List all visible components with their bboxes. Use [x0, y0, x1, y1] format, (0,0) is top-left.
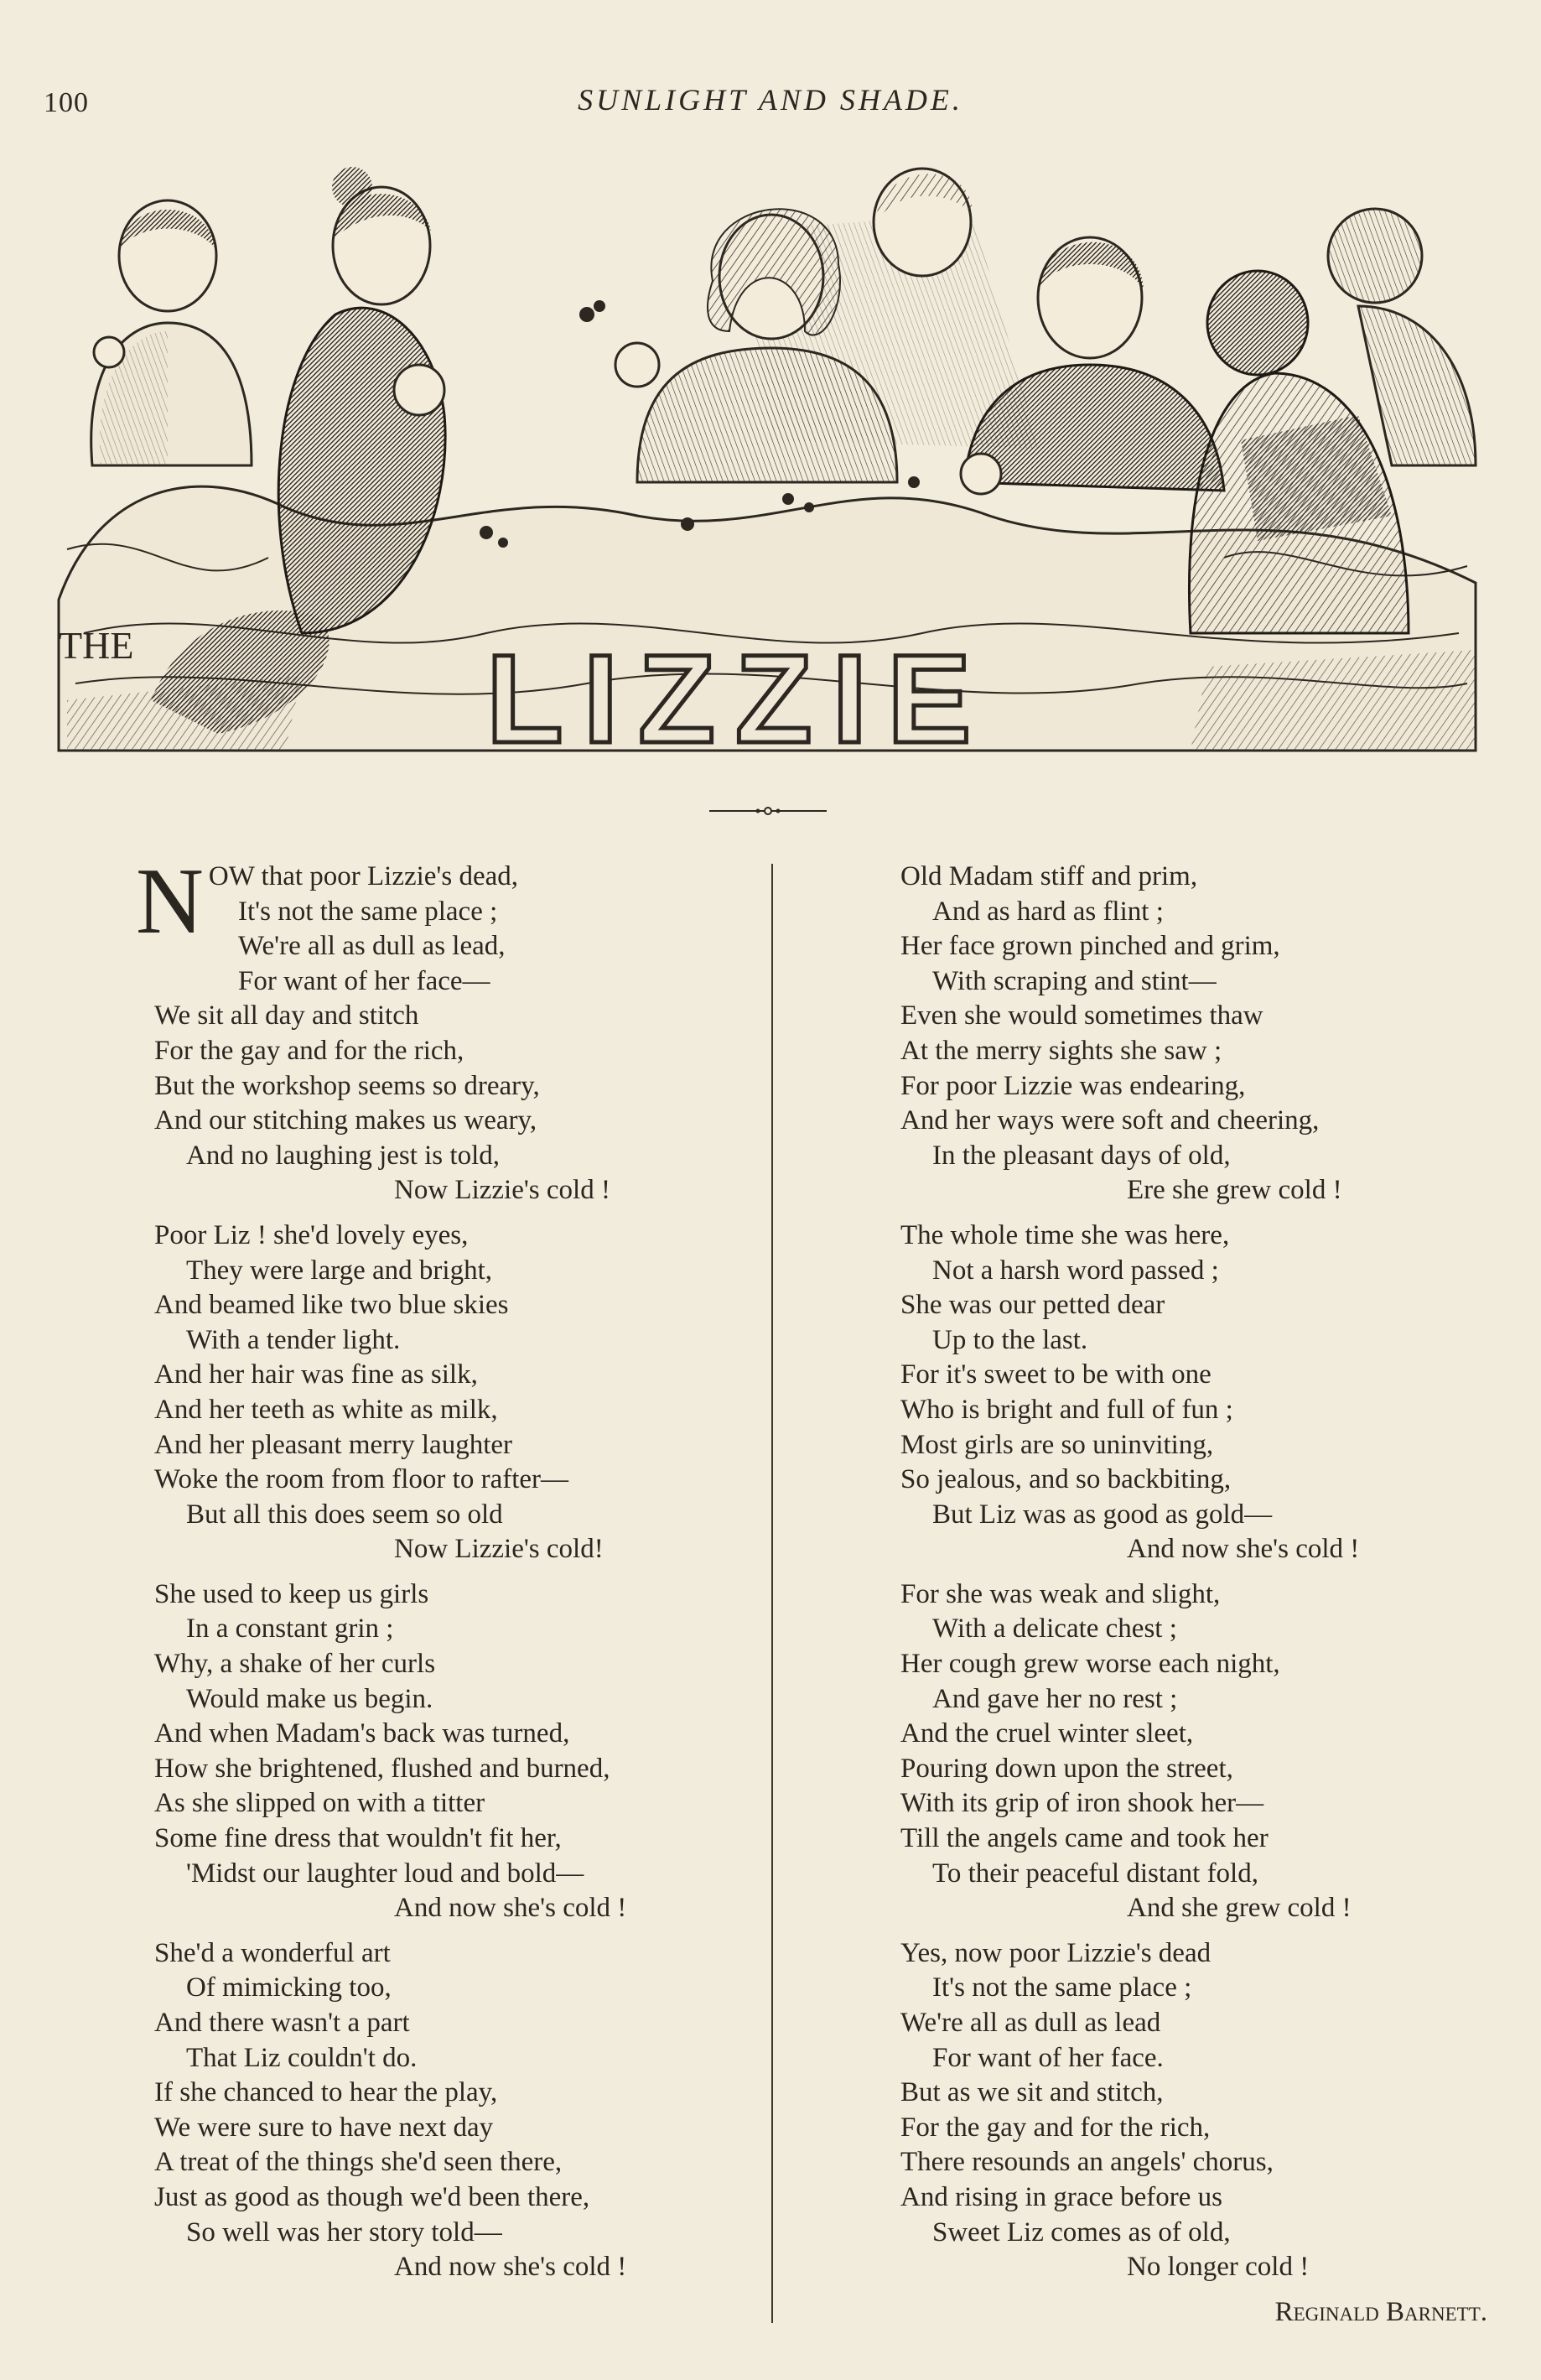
poem-line-text: We sit all day and stitch — [154, 1000, 419, 1032]
drop-cap: N — [136, 850, 204, 954]
poem-line-text: Her cough grew worse each night, — [900, 1649, 1280, 1680]
poem-line-text: And when Madam's back was turned, — [154, 1718, 570, 1749]
page-number: 100 — [44, 87, 89, 118]
poem-line-text: For the gay and for the rich, — [900, 2112, 1211, 2143]
poem-line — [900, 2111, 1487, 2146]
poem-line — [900, 964, 1487, 1000]
poem-line-text: For it's sweet to be with one — [900, 1359, 1212, 1390]
poem-line — [900, 2250, 1487, 2285]
poem-line-text: Yes, now poor Lizzie's dead — [900, 1937, 1212, 1968]
poem-line — [154, 1358, 741, 1393]
poem-line — [154, 2111, 741, 2146]
poem-line-text: Of mimicking too, — [186, 1972, 392, 2003]
poem-line-text: At the merry sights she saw ; — [900, 1035, 1222, 1066]
poem-line-text: But all this does seem so old — [186, 1499, 503, 1530]
running-title: SUNLIGHT AND SHADE. — [578, 83, 963, 117]
poem-line-text: And now she's cold ! — [1127, 1534, 1360, 1565]
poem-line-text: But Liz was as good as gold— — [932, 1499, 1273, 1530]
poem-line-text: With scraping and stint— — [932, 965, 1217, 996]
poem-line — [154, 1717, 741, 1752]
poem-line — [154, 2180, 741, 2216]
engraved-illustration — [50, 164, 1492, 776]
poem-line — [900, 1891, 1487, 1926]
poem-line — [154, 2006, 741, 2041]
poem-line-text: Ere she grew cold ! — [1127, 1175, 1342, 1206]
poem-line — [154, 1612, 741, 1647]
poem-line — [154, 1821, 741, 1857]
poem-line-text: It's not the same place ; — [238, 896, 498, 927]
poem-line-text: For want of her face— — [238, 965, 490, 996]
poem-line-text: Up to the last. — [932, 1324, 1088, 1355]
poem-line-text: And gave her no rest ; — [932, 1683, 1178, 1714]
poem-line-text: In the pleasant days of old, — [932, 1140, 1231, 1171]
poem-line — [900, 1069, 1487, 1104]
poem-line-text: And no laughing jest is told, — [186, 1140, 500, 1171]
poem-line-text: Why, a shake of her curls — [154, 1649, 436, 1680]
poem-line — [154, 1577, 741, 1613]
poem-line-text: Pouring down upon the street, — [900, 1753, 1233, 1784]
poem-line-text: For she was weak and slight, — [900, 1578, 1221, 1609]
poem-line — [900, 2216, 1487, 2251]
poem-line-text: And rising in grace before us — [900, 2181, 1222, 2212]
poem-line — [154, 2145, 741, 2180]
poem-line — [900, 1358, 1487, 1393]
poem-line-text: And now she's cold ! — [394, 1893, 627, 1924]
figure-1 — [91, 200, 252, 465]
poem-line-text: Woke the room from floor to rafter— — [154, 1464, 569, 1495]
poem-line — [154, 1034, 741, 1069]
poem-left-column — [136, 850, 741, 2295]
poem-line-text: She was our petted dear — [900, 1290, 1165, 1321]
poem-line — [900, 1857, 1487, 1892]
poem-line — [154, 1682, 741, 1717]
poem-line — [900, 1428, 1487, 1463]
poem-line — [900, 1219, 1487, 1254]
poem-line — [154, 1463, 741, 1498]
stanza — [900, 1936, 1487, 2285]
poem-line — [154, 2076, 741, 2111]
poem-line-text: Just as good as though we'd been there, — [154, 2181, 590, 2212]
poem-line — [154, 1254, 741, 1289]
poem-line-text: Sweet Liz comes as of old, — [932, 2216, 1231, 2247]
poem-line — [900, 1498, 1487, 1533]
poem-line — [154, 1173, 741, 1208]
poem-line — [154, 964, 741, 1000]
poem-line — [154, 1786, 741, 1821]
poem-line-text: So jealous, and so backbiting, — [900, 1464, 1232, 1495]
poem-line-text: We're all as dull as lead, — [238, 931, 506, 962]
poem-line-text: For poor Lizzie was endearing, — [900, 1070, 1246, 1101]
poem-line — [154, 1288, 741, 1323]
poem-line-text: She used to keep us girls — [154, 1578, 429, 1609]
poem-line-text: In a constant grin ; — [186, 1614, 394, 1645]
ornament-divider — [709, 805, 827, 817]
poem-line — [900, 1936, 1487, 1972]
poem-line-text: The whole time she was here, — [900, 1219, 1230, 1250]
poem-line-text: And there wasn't a part — [154, 2008, 410, 2038]
stanza — [900, 1577, 1487, 1926]
poem-line — [154, 895, 741, 930]
stanza — [900, 860, 1487, 1208]
stanza — [136, 850, 741, 1208]
poem-line — [900, 1034, 1487, 1069]
poem-line-text: That Liz couldn't do. — [186, 2042, 418, 2073]
poem-line — [900, 1393, 1487, 1428]
poem-line — [154, 1323, 741, 1359]
poem-line-text: If she chanced to hear the play, — [154, 2077, 498, 2108]
poem-line — [154, 1069, 741, 1104]
poem-line — [154, 1498, 741, 1533]
poem-line-text: 'Midst our laughter loud and bold— — [186, 1858, 584, 1889]
poem-line-text: Not a harsh word passed ; — [932, 1255, 1219, 1286]
poem-line — [900, 860, 1487, 895]
poem-line — [900, 1647, 1487, 1682]
poem-line-text: We're all as dull as lead — [900, 2008, 1161, 2038]
poem-line — [900, 1752, 1487, 1787]
poem-line-text: But the workshop seems so dreary, — [154, 1070, 540, 1101]
poem-line — [154, 1971, 741, 2006]
figure-4 — [874, 169, 973, 276]
poem-line-text: And her ways were soft and cheering, — [900, 1105, 1320, 1136]
stanza — [900, 1219, 1487, 1567]
poem-line-text: Poor Liz ! she'd lovely eyes, — [154, 1219, 469, 1250]
poem-line — [154, 1647, 741, 1682]
poem-line-text: And our stitching makes us weary, — [154, 1105, 537, 1136]
poem-line — [900, 1971, 1487, 2006]
poem-line-text: There resounds an angels' chorus, — [900, 2147, 1274, 2178]
poem-line-text: And her hair was fine as silk, — [154, 1359, 478, 1390]
poem-line — [154, 1936, 741, 1972]
illustration-corner-letters: THE — [59, 624, 134, 667]
poem-line-text: So well was her story told— — [186, 2216, 502, 2247]
poem-line — [154, 2250, 741, 2285]
poem-line-text: And her pleasant merry laughter — [154, 1429, 513, 1460]
poem-line — [900, 2076, 1487, 2111]
poem-line — [900, 1323, 1487, 1359]
poem-line — [900, 929, 1487, 964]
poem-line-text: To their peaceful distant fold, — [932, 1858, 1258, 1889]
poem-line-text: But as we sit and stitch, — [900, 2077, 1164, 2108]
poem-line — [154, 1891, 741, 1926]
poem-line-text: Now Lizzie's cold ! — [394, 1175, 610, 1206]
poem-line-text: Who is bright and full of fun ; — [900, 1394, 1233, 1425]
poem-line-text: With a delicate chest ; — [932, 1614, 1177, 1645]
poem-line — [900, 1463, 1487, 1498]
poem-line — [900, 1139, 1487, 1174]
author-signature: Reginald Barnett. — [1274, 2296, 1487, 2327]
poem-line — [900, 2006, 1487, 2041]
poem-line-text: And beamed like two blue skies — [154, 1290, 509, 1321]
poem-line-text: Now Lizzie's cold! — [394, 1534, 604, 1565]
poem-line-text: And now she's cold ! — [394, 2252, 627, 2283]
poem-line — [900, 1682, 1487, 1717]
poem-line-text: Would make us begin. — [186, 1683, 433, 1714]
poem-line — [900, 2145, 1487, 2180]
poem-line-text: No longer cold ! — [1127, 2252, 1310, 2283]
poem-line-text: With its grip of iron shook her— — [900, 1788, 1264, 1819]
stanza — [154, 1577, 741, 1926]
poem-line — [900, 1821, 1487, 1857]
poem-line-text: Her face grown pinched and grim, — [900, 931, 1280, 962]
stanza — [154, 1219, 741, 1567]
poem-line-text: And she grew cold ! — [1127, 1893, 1352, 1924]
poem-line — [154, 1752, 741, 1787]
column-rule — [771, 864, 773, 2323]
poem-line — [154, 1857, 741, 1892]
poem-line — [154, 1428, 741, 1463]
poem-line — [154, 1532, 741, 1567]
poem-line-text: For want of her face. — [932, 2042, 1164, 2073]
poem-line — [154, 1393, 741, 1428]
poem-line — [900, 1577, 1487, 1613]
poem-line — [900, 1288, 1487, 1323]
poem-line-text: How she brightened, flushed and burned, — [154, 1753, 610, 1784]
poem-line-text: Even she would sometimes thaw — [900, 1000, 1263, 1032]
poem-line-text: For the gay and for the rich, — [154, 1035, 464, 1066]
illustration-title: LIZZIE — [486, 628, 992, 769]
poem-line-text: Some fine dress that wouldn't fit her, — [154, 1823, 562, 1854]
poem-line-text: They were large and bright, — [186, 1255, 492, 1286]
poem-line-text: And as hard as flint ; — [932, 896, 1164, 927]
poem-line-text: It's not the same place ; — [932, 1972, 1192, 2003]
poem-right-column — [900, 860, 1487, 2330]
poem-line — [154, 2216, 741, 2251]
poem-line — [900, 1532, 1487, 1567]
poem-line — [900, 1104, 1487, 1139]
poem-line — [900, 1254, 1487, 1289]
poem-line-text: We were sure to have next day — [154, 2112, 494, 2143]
poem-line-text: Till the angels came and took her — [900, 1823, 1269, 1854]
poem-line — [154, 929, 741, 964]
poem-line-text: She'd a wonderful art — [154, 1937, 391, 1968]
poem-line — [154, 2041, 741, 2076]
poem-line-text: Most girls are so uninviting, — [900, 1429, 1214, 1460]
poem-line — [900, 1173, 1487, 1208]
poem-line — [900, 1612, 1487, 1647]
poem-line-text: And the cruel winter sleet, — [900, 1718, 1194, 1749]
poem-line — [900, 2041, 1487, 2076]
poem-line-text: OW that poor Lizzie's dead, — [208, 861, 519, 891]
poem-line — [900, 999, 1487, 1034]
poem-line — [154, 999, 741, 1034]
poem-line — [154, 1104, 741, 1139]
poem-line — [154, 1139, 741, 1174]
poem-line — [900, 2180, 1487, 2216]
poem-line — [900, 895, 1487, 930]
poem-line-text: A treat of the things she'd seen there, — [154, 2147, 563, 2178]
poem-line — [154, 1219, 741, 1254]
poem-line-text: And her teeth as white as milk, — [154, 1394, 498, 1425]
poem-line — [900, 1786, 1487, 1821]
poem-line-text: With a tender light. — [186, 1324, 401, 1355]
poem-line-text: Old Madam stiff and prim, — [900, 861, 1198, 891]
poem-line — [900, 1717, 1487, 1752]
poem-line-text: As she slipped on with a titter — [154, 1788, 485, 1819]
stanza — [154, 1936, 741, 2285]
